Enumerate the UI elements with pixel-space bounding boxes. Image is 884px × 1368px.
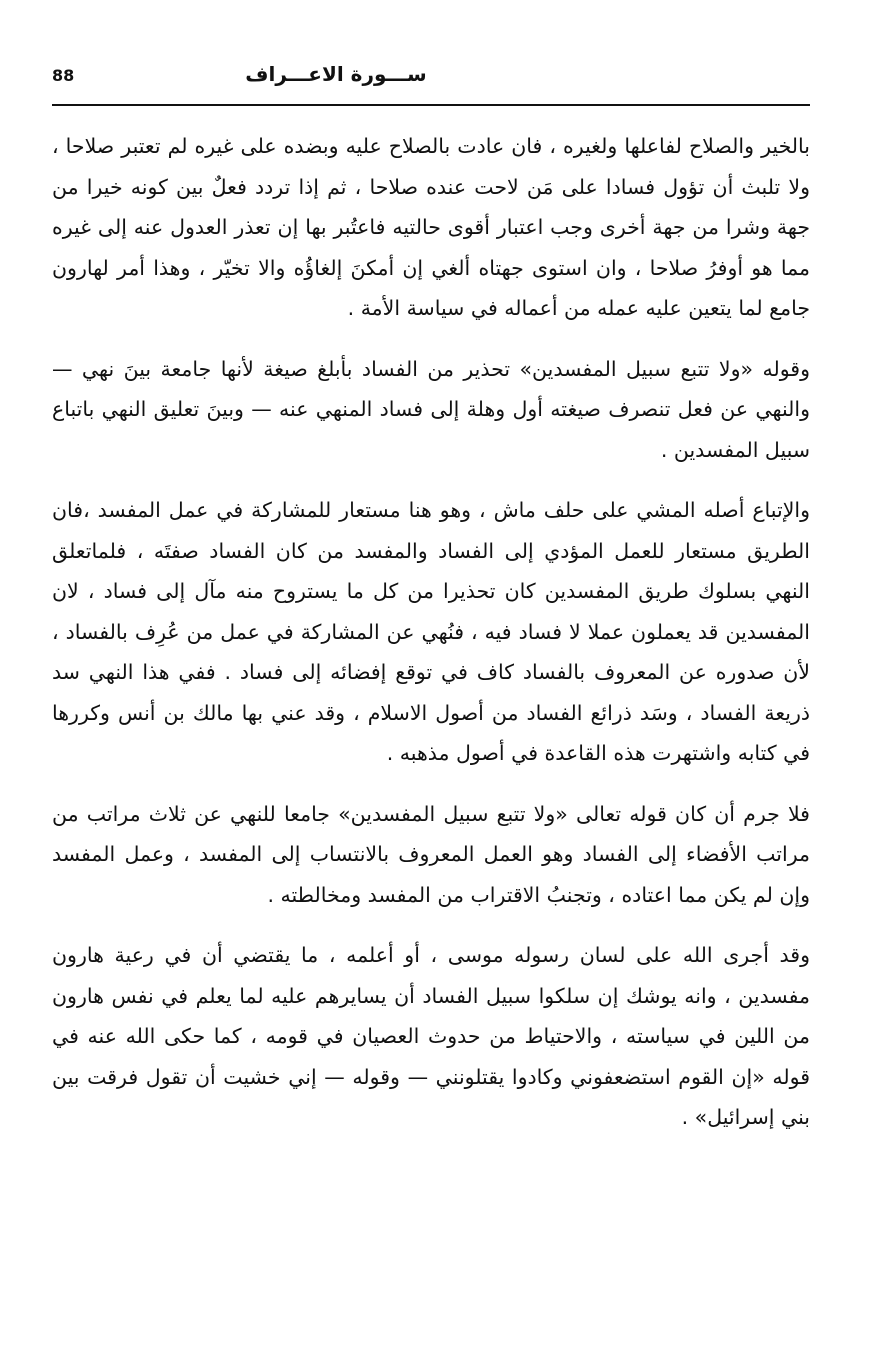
paragraph: فلا جرم أن كان قوله تعالى «ولا تتبع سبيل المفسدين» جامعا للنهي عن ثلاث مراتب من مراتب الأفضاء إلى الفساد وهو العمل المعروف بالانتساب إلى المفسد ، وعمل المفسد وإن لم يكن مما اعتاده ، وتجنبُ الاقتراب من المفسد ومخالطته . [52, 801, 810, 907]
body-text [52, 126, 810, 1158]
paragraph: وقوله «ولا تتبع سبيل المفسدين» تحذير من الفساد بأبلغ صيغة لأنها جامعة بينَ نهي — والنهي عن فعل تنصرف صيغته أول وهلة إلى فساد المنهي عنه — وبينَ تعليق النهي باتباع سبيل المفسدين . [52, 356, 810, 462]
page-header [52, 62, 810, 98]
running-title: ســـورة الاعـــراف [245, 62, 427, 86]
paragraph: وقد أجرى الله على لسان رسوله موسى ، أو أعلمه ، ما يقتضي أن في رعية هارون مفسدين ، وانه يوشك إن سلكوا سبيل الفساد أن يسايرهم عليه لما يعلم في نفس هارون من اللين في سياسته ، والاحتياط من حدوث العصيان في قومه ، كما حكى الله عنه في قوله «إن القوم استضعفوني وكادوا يقتلونني — وقوله — إني خشيت أن تقول فرقت بين بني إسرائيل» . [52, 943, 810, 1129]
header-rule [52, 104, 810, 106]
paragraph: بالخير والصلاح لفاعلها ولغيره ، فان عادت بالصلاح عليه وبضده على غيره لم تعتبر صلاحا ، ولا تلبث أن تؤول فسادا على مَن لاحت عنده صلاحا ، ثم إذا تردد فعلٌ بين كونه خيرا من جهة وشرا من جهة أخرى وجب اعتبار أقوى حالتيه فاعتُبر بها إن تعذر العدول عنه إلى غيره مما هو أوفرُ صلاحا ، وان استوى جهتاه ألغي إن أمكنَ إلغاؤُه والا تخيّر ، وهذا أمر لهارون جامع لما يتعين عليه عمله من أعماله في سياسة الأمة . [52, 134, 810, 320]
page-number: 88 [52, 66, 75, 85]
paragraph: والإتباع أصله المشي على حلف ماش ، وهو هنا مستعار للمشاركة في عمل المفسد ،فان الطريق مستعار للعمل المؤدي إلى الفساد والمفسد من كان الفساد صفتَه ، فلماتعلق النهي بسلوك طريق المفسدين كان تحذيرا من كل ما يستروح منه مآل إلى فساد ، لان المفسدين قد يعملون عملا لا فساد فيه ، فنُهي عن المشاركة في عمل من عُرِف بالفساد ، لأن صدوره عن المعروف بالفساد كاف في توقع إفضائه إلى فساد . ففي هذا النهي سد ذريعة الفساد ، وسَد ذرائع الفساد من أصول الاسلام ، وقد عني بها مالك بن أنس وكررها في كتابه واشتهرت هذه القاعدة في أصول مذهبه . [52, 498, 810, 765]
